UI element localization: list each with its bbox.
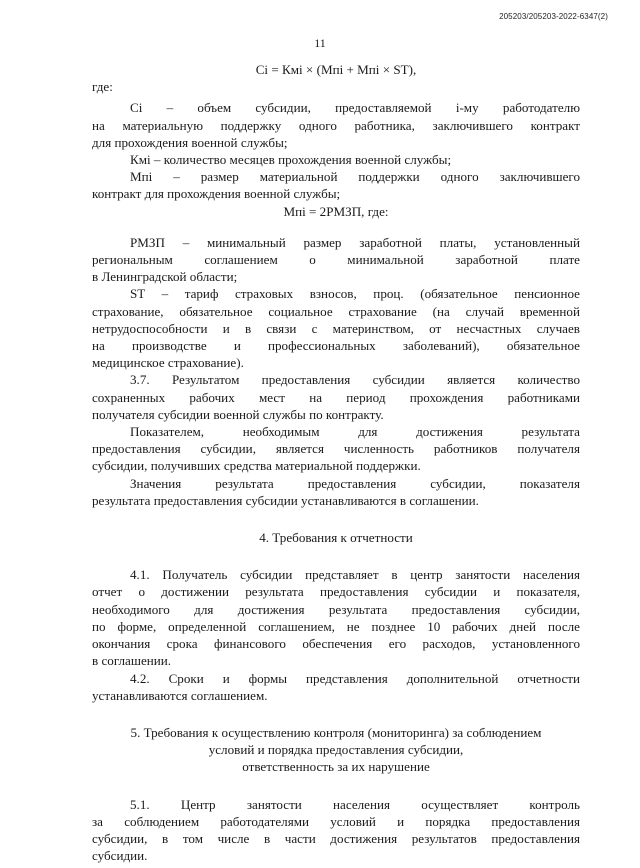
text-line: на материальную поддержку одного работника, заключившего контракт: [92, 117, 580, 133]
text-line: региональным соглашением о минимальной заработной плате: [92, 252, 580, 268]
text-line: необходимого для достижения результата предоставления субсидии,: [92, 601, 580, 617]
text-line: в соглашении.: [92, 653, 172, 669]
text-line: получателя субсидии военной службы по контракту.: [92, 406, 384, 422]
text-line: контракт для прохождения военной службы;: [92, 186, 341, 202]
text-line: результата предоставления субсидии устанавливаются в соглашении.: [92, 492, 479, 508]
text-line: где:: [92, 79, 113, 95]
text-line: субсидии.: [92, 848, 148, 864]
text-line: ответственность за их нарушение: [242, 759, 430, 775]
text-line: медицинское страхование).: [92, 355, 244, 371]
text-line: субсидии, получивших средства материальной поддержки.: [92, 458, 421, 474]
text-line: Кмi – количество месяцев прохождения военной службы;: [130, 152, 452, 168]
text-line: Мпi – размер материальной поддержки одного заключившего: [130, 169, 580, 185]
text-line: на производстве и профессиональных заболеваний), обязательное: [92, 338, 580, 354]
text-line: Мпi = 2РМЗП, где:: [283, 203, 389, 219]
text-line: ST – тариф страховых взносов, проц. (обязательное пенсионное: [130, 286, 580, 302]
document-id: 205203/205203-2022-6347(2): [499, 12, 608, 21]
text-line: Ci = Кмi × (Мпi + Мпi × ST),: [255, 62, 417, 77]
text-line: окончания срока финансового обеспечения его расходов, установленного: [92, 636, 580, 652]
text-line: 4.1. Получатель субсидии представляет в центр занятости населения: [130, 567, 580, 583]
text-line: 5. Требования к осуществлению контроля (мониторинга) за соблюдением: [130, 724, 542, 740]
text-line: 4. Требования к отчетности: [259, 530, 413, 546]
document-body: [92, 61, 580, 864]
text-line: субсидии, в том числе в части достижения результатов предоставления: [92, 830, 580, 846]
text-line: 3.7. Результатом предоставления субсидии является количество: [130, 372, 580, 388]
text-line: РМЗП – минимальный размер заработной платы, установленный: [130, 234, 580, 250]
text-line: Значения результата предоставления субсидии, показателя: [130, 475, 580, 491]
text-line: в Ленинградской области;: [92, 269, 238, 285]
text-line: по форме, определенной соглашением, не позднее 10 рабочих дней после: [92, 618, 580, 634]
text-line: Ci – объем субсидии, предоставляемой i-му работодателю: [130, 100, 580, 116]
text-line: сохраненных рабочих мест на период прохождения работниками: [92, 389, 580, 405]
text-line: Показателем, необходимым для достижения результата: [130, 424, 580, 440]
text-line: нетрудоспособности и в связи с материнством, от несчастных случаев: [92, 320, 580, 336]
text-line: условий и порядка предоставления субсидии,: [208, 742, 464, 758]
text-line: страхование, обязательное социальное страхование (на случай временной: [92, 303, 580, 319]
text-line: 4.2. Сроки и формы представления дополнительной отчетности: [130, 670, 580, 686]
text-line: предоставления субсидии, является численность работников получателя: [92, 441, 580, 457]
page-number: 11: [314, 36, 326, 50]
text-line: отчет о достижении результата предоставления субсидии и показателя,: [92, 584, 580, 600]
text-line: устанавливаются соглашением.: [92, 687, 268, 703]
text-line: за соблюдением работодателями условий и порядка предоставления: [92, 813, 580, 829]
text-line: 5.1. Центр занятости населения осуществляет контроль: [130, 796, 580, 812]
text-line: для прохождения военной службы;: [92, 134, 288, 150]
